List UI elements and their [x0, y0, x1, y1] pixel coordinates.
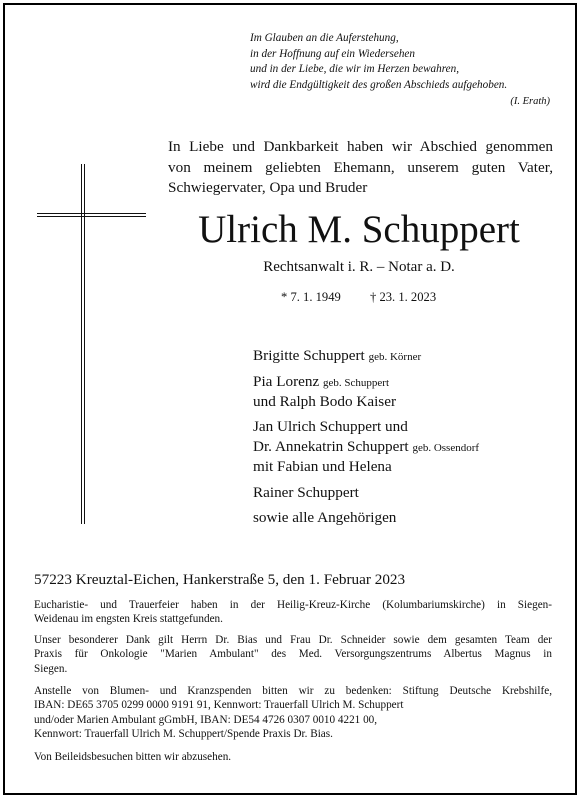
- paragraph-line: Von Beileidsbesuchen bitten wir abzusehen.: [34, 751, 232, 763]
- service-paragraph: [34, 598, 552, 627]
- donation-paragraph: [34, 684, 552, 742]
- family-member: [253, 393, 396, 411]
- paragraph-line: Unser besonderer Dank gilt Herrn Dr. Bias und Frau Dr. Schneider sowie dem gesamten Team der: [34, 634, 552, 646]
- quote: [250, 31, 554, 93]
- family-member-name: und Ralph Bodo Kaiser: [253, 393, 396, 410]
- family-member-name: Dr. Annekatrin Schuppert: [253, 438, 409, 455]
- intro-line: von meinem geliebten Ehemann, unserem guten Vater,: [168, 158, 553, 176]
- quote-author: (I. Erath): [510, 96, 550, 107]
- family-member-name: sowie alle Angehörigen: [253, 509, 397, 526]
- birth-date: * 7. 1. 1949: [281, 290, 341, 304]
- intro-line: Schwiegervater, Opa und Bruder: [168, 179, 368, 196]
- cross-vertical-bar: [81, 164, 85, 524]
- family-member: [253, 509, 396, 527]
- paragraph-line: Anstelle von Blumen- und Kranzspenden bitten wir zu bedenken: Stiftung Deutsche Krebshilfe,: [34, 685, 552, 697]
- paragraph-line: Siegen.: [34, 662, 68, 675]
- family-member-name: Pia Lorenz: [253, 373, 320, 390]
- family-member: [253, 438, 479, 456]
- family-member: [253, 373, 389, 391]
- quote-line: Im Glauben an die Auferstehung,: [250, 32, 399, 44]
- family-member: [253, 484, 359, 502]
- family-member-name: Brigitte Schuppert: [253, 347, 365, 364]
- address-date-line: 57223 Kreuztal-Eichen, Hankerstraße 5, den 1. Februar 2023: [34, 571, 406, 588]
- deceased-name: Ulrich M. Schuppert: [198, 208, 520, 251]
- intro-text: [168, 137, 553, 199]
- family-member: [253, 418, 408, 436]
- thanks-paragraph: [34, 633, 552, 676]
- family-member-name: mit Fabian und Helena: [253, 458, 392, 475]
- paragraph-line: Kennwort: Trauerfall Ulrich M. Schuppert/Spende Praxis Dr. Bias.: [34, 728, 333, 741]
- quote-line: und in der Liebe, die wir im Herzen bewahren,: [250, 63, 460, 76]
- paragraph-line: Eucharistie- und Trauerfeier haben in der Heilig-Kreuz-Kirche (Kolumbariumskirche) in Siegen-: [34, 599, 552, 611]
- paragraph-line: IBAN: DE65 3705 0299 0000 9191 91, Kennwort: Trauerfall Ulrich M. Schuppert: [34, 699, 404, 712]
- intro-line: In Liebe und Dankbarkeit haben wir Abschied genommen: [168, 138, 553, 155]
- death-date: † 23. 1. 2023: [370, 290, 437, 304]
- quote-line: wird die Endgültigkeit des großen Abschieds aufgehoben.: [250, 78, 508, 91]
- family-member: [253, 458, 392, 476]
- family-member-name: Rainer Schuppert: [253, 484, 359, 501]
- family-member-birthname: geb. Ossendorf: [412, 442, 480, 454]
- paragraph-line: und/oder Marien Ambulant gGmbH, IBAN: DE54 4726 0307 0010 4221 00,: [34, 713, 378, 726]
- quote-line: in der Hoffnung auf ein Wiedersehen: [250, 47, 415, 60]
- family-member-name: Jan Ulrich Schuppert und: [253, 418, 408, 435]
- deceased-profession: Rechtsanwalt i. R. – Notar a. D.: [263, 259, 455, 275]
- paragraph-line: Praxis für Onkologie "Marien Ambulant" des Med. Versorgungszentrums Albertus Magnus in: [34, 648, 552, 661]
- family-member-birthname: geb. Körner: [368, 351, 422, 363]
- family-member-birthname: geb. Schuppert: [323, 377, 389, 389]
- family-member: [253, 347, 421, 365]
- condolence-note: [34, 750, 552, 764]
- paragraph-line: Weidenau im engsten Kreis stattgefunden.: [34, 613, 223, 626]
